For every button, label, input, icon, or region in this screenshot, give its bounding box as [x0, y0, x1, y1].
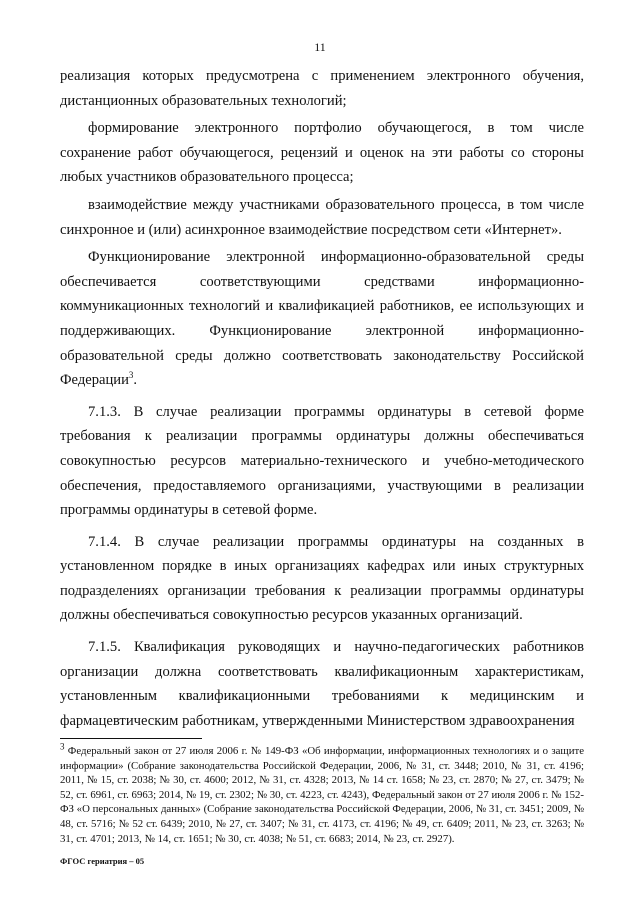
main-text	[60, 64, 584, 733]
paragraph: взаимодействие между участниками образовательного процесса, в том числе синхронное и (или) асинхронное взаимодействие посредством сети «Интернет».	[60, 196, 584, 238]
footnote-marker: 3	[60, 741, 65, 752]
paragraph-7-1-4: 7.1.4. В случае реализации программы ординатуры на созданных в установленном порядке в иных организациях кафедрах или иных структурных подразделениях организации требования к реализации программы ординатуры должны обеспечиваться совокупностью ресурсов указанных организаций.	[60, 533, 584, 624]
paragraph-text: Функционирование электронной информационно-образовательной среды обеспечивается соответствующими средствами информационно-коммуникационных технологий и квалификацией работников, ее использующих и поддерживающих. Функционирование электронной информационно-образовательной среды должно соответствовать законодательству Российской Федерации	[60, 249, 584, 389]
paragraph-with-footnote-ref	[60, 245, 584, 393]
footnote-divider	[60, 738, 202, 739]
footer-label: ФГОС гериатрия – 05	[60, 856, 145, 866]
paragraph: реализация которых предусмотрена с применением электронного обучения, дистанционных образовательных технологий;	[60, 68, 584, 109]
paragraph-7-1-3: 7.1.3. В случае реализации программы ординатуры в сетевой форме требования к реализации программы ординатуры должны обеспечиваться совокупностью ресурсов материально-технического и учебно-методического обеспечения, предоставляемого организациями, участвующими в реализации программы ординатуры в сетевой форме.	[60, 403, 584, 519]
footnote-text: Федеральный закон от 27 июля 2006 г. № 149-ФЗ «Об информации, информационных технологиях и о защите информации» (Собрание законодательства Российской Федерации, 2006, № 31, ст. 3448; 2010, № 31, ст. 4196; 2011, № 15, ст. 2038; № 30, ст. 4600; 2012, № 31, ст. 4328; 2013, № 14 ст. 1658; № 23, ст. 2870; № 27, ст. 3479; № 52, ст. 6961, ст. 6963; 2014, № 19, ст. 2302; № 30, ст. 4223, ст. 4243), Федеральный закон от 27 июля 2006 г. № 152-ФЗ «О персональных данных» (Собрание законодательства Российской Федерации, 2006, № 31, ст. 3451; 2009, № 48, ст. 5716; № 52 ст. 6439; 2010, № 27, ст. 3407; № 31, ст. 4173, ст. 4196; № 49, ст. 6409; 2011, № 23, ст. 3263; № 31, ст. 4701; 2013, № 14, ст. 1651; № 30, ст. 4038; № 51, ст. 6683; 2014, № 23, ст. 2927).	[60, 745, 584, 845]
page-number: 11	[314, 40, 326, 54]
footnote	[60, 741, 584, 846]
footnote-reference[interactable]: 3	[128, 370, 134, 381]
paragraph-7-1-5: 7.1.5. Квалификация руководящих и научно-педагогических работников организации должна соответствовать квалификационным характеристикам, установленным квалификационными требованиями к медицинским и фармацевтическим работникам, утвержденными Министерством здравоохранения	[60, 639, 584, 729]
paragraph-end: .	[133, 372, 138, 389]
paragraph: формирование электронного портфолио обучающегося, в том числе сохранение работ обучающегося, рецензий и оценок на эти работы со стороны любых участников образовательного процесса;	[60, 120, 584, 186]
